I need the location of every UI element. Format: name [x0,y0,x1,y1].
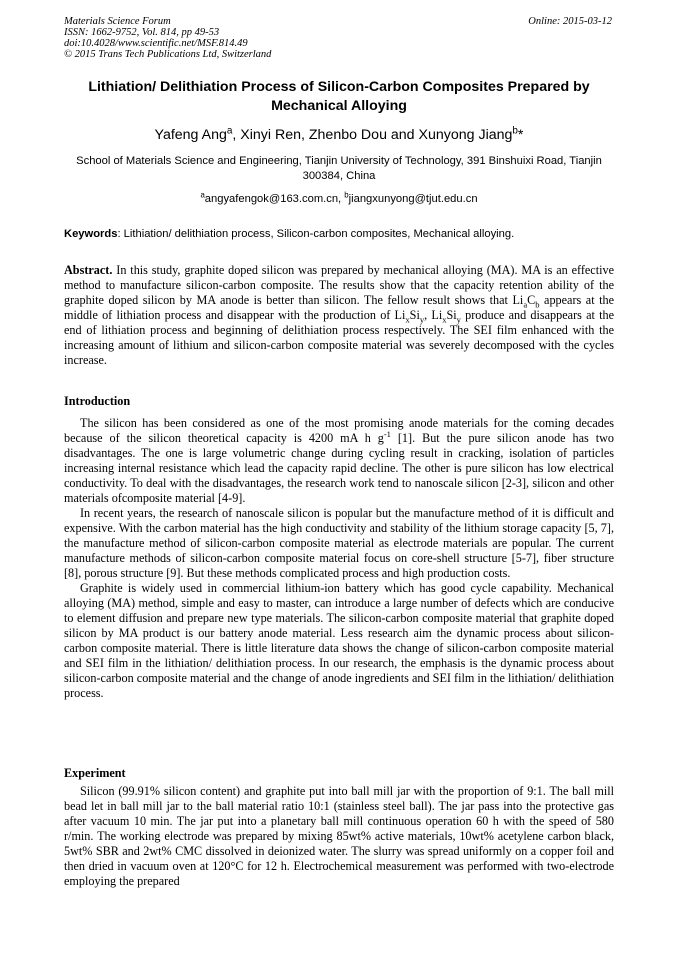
abstract-text: Si [446,308,457,322]
subscript: y [456,314,461,325]
paper-title: Lithiation/ Delithiation Process of Silicon-Carbon Composites Prepared by Mechanical Alloying [88,79,590,114]
paragraph-text: [1]. But the pure silicon anode has two disadvantages. The one is large volumetric change during cycling result in cracking, isolation of particles increasing internal resistance which lead the capacity rapid decline. The other is pure silicon has low electrical conductivity. To deal with the disadvantages, the research work tend to nanoscale silicon [2-3], silicon and other materials ofcomposite material [4-9]. [64,431,614,505]
author-name: Yafeng Ang [154,127,227,143]
abstract-text: Si [409,308,420,322]
subscript: b [535,299,540,310]
abstract-text: produce and disappears at the end of lithiation process and beginning of delithiation process respectively. The SEI film enhanced with the increasing amount of lithium and silicon-carbon composite material was severely decomposed with the cycles increase. [64,308,614,367]
paragraph [64,416,614,506]
experiment-body [64,784,614,889]
email-sup: a [200,190,205,200]
copyright-line: © 2015 Trans Tech Publications Ltd, Switzerland [64,49,272,60]
author-emails [60,192,618,206]
author-list [60,126,618,144]
journal-name: Materials Science Forum [64,16,171,27]
paragraph: Silicon (99.91% silicon content) and graphite put into ball mill jar with the proportion of 9:1. The ball mill bead let in ball mill jar to the ball material ratio 10:1 (stainless steel ball). The jar pass into the protective gas after vacuum 10 min. The jar put into a planetary ball mill continuous operation 60 h with the speed of 580 r/min. The working electrode was prepared by mixing 85wt% active materials, 10wt% acetylene carbon black, 5wt% SBR and 2wt% CMC dissolved in deionized water. The slurry was spread uniformly on a copper foil and then dried in vacuum oven at 120°C for 12 h. Electrochemical measurement was performed with two-electrode employing the prepared [64,784,614,888]
keywords [64,227,616,241]
email-b: jiangxunyong@tjut.edu.cn [348,193,478,205]
introduction-body [64,416,614,701]
email-a: angyafengok@163.com.cn, [204,193,345,205]
author-sup: b [512,125,518,137]
section-heading-introduction: Introduction [64,394,131,408]
journal-header [64,16,271,60]
subscript: a [523,299,528,310]
paragraph: Graphite is widely used in commercial lithium-ion battery which has good cycle capability. Mechanical alloying (MA) method, simple and easy to master, can introduce a large number of defects which are conducive to element diffusion and prepare new type materials. The silicon-carbon composite material that graphite doped silicon by MA product is our battery anode material. Less research aim the dynamic process about silicon-carbon composite material. There is little literature data shows the change of silicon-carbon composite material and SEI film in the lithiation/ delithiation process. In our research, the emphasis is the dynamic process about silicon-carbon composite material and the change of anode ingredients and SEI film in the lithiation/ delithiation process. [64,581,614,700]
superscript: -1 [383,428,391,439]
email-sup: b [344,190,349,200]
online-date: Online: 2015-03-12 [528,16,612,27]
subscript: y [419,314,425,325]
keywords-text: : Lithiation/ delithiation process, Silicon-carbon composites, Mechanical alloying. [117,228,515,240]
paragraph-text: The silicon has been considered as one of the most promising anode materials for the coming decades because of the silicon theoretical capacity is 4200 mA h g [64,416,614,445]
affiliation: School of Materials Science and Engineering, Tianjin University of Technology, 391 Binshuixi Road, Tianjin 300384, China [76,155,602,182]
keywords-label: Keywords [64,228,118,240]
section-heading-experiment: Experiment [64,766,126,780]
author-sup: a [226,125,233,137]
doi-line: doi:10.4028/www.scientific.net/MSF.814.49 [64,38,248,49]
subscript: x [405,314,410,325]
abstract-text: In this study, graphite doped silicon was prepared by mechanical alloying (MA). MA is an effective method to manufacture silicon-carbon composite. The results show that the capacity retention ability of the graphite doped silicon by MA anode is better than silicon. The fellow result shows that Li [64,263,614,307]
author-names: , Xinyi Ren, Zhenbo Dou and Xunyong Jiang [232,127,513,143]
corresponding-mark: * [517,127,524,143]
abstract-text: appears at the middle of lithiation process and disappear with the production of Li [64,293,615,322]
subscript: x [442,314,447,325]
issn-line: ISSN: 1662-9752, Vol. 814, pp 49-53 [64,27,220,38]
abstract [64,263,614,368]
abstract-text: , Li [424,308,443,322]
paragraph: In recent years, the research of nanoscale silicon is popular but the manufacture method of it is difficult and expensive. With the carbon material has the high conductivity and stability of the lithium storage capacity [5, 7], the manufacture method of silicon-carbon composite material as electrode materials are popular. The current manufacture methods of silicon-carbon composite material focus on core-shell structure [5-7], fiber structure [8], porous structure [9]. But these methods complicated process and high production costs. [64,506,614,580]
abstract-text: C [527,293,536,307]
abstract-label: Abstract. [64,263,113,277]
